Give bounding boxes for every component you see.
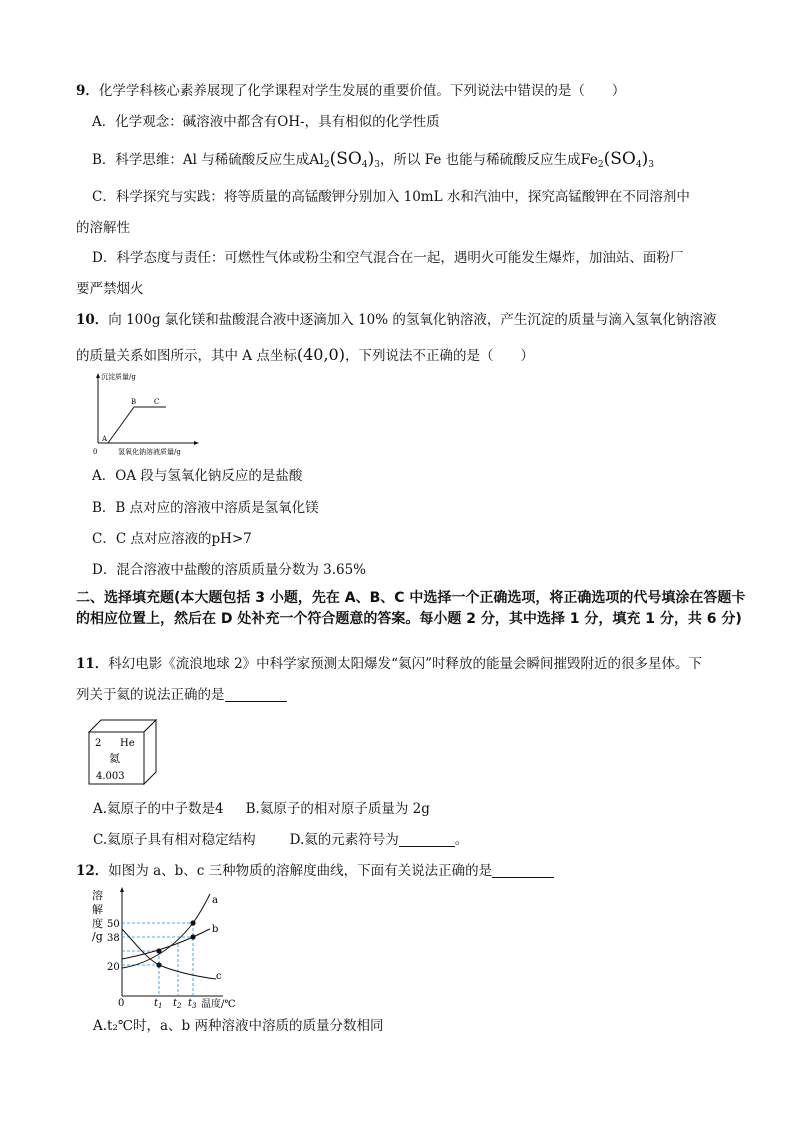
q9-option-a: A．化学观念：碱溶液中都含有OH-，具有相似的化学性质	[92, 114, 440, 130]
q11-option-d: D.氦的元素符号为	[289, 832, 399, 848]
q9-option-c-line2: 的溶解性	[76, 220, 130, 236]
x-tick-t1: $t_1$	[154, 998, 163, 1010]
q9-option-d-line1: D．科学态度与责任：可燃性气体或粉尘和空气混合在一起，遇明火可能发生爆炸，加油站、面粉厂	[92, 250, 684, 266]
y-label-char-2: 解	[92, 903, 103, 916]
point-a-coordinate: (40,0)	[296, 345, 345, 364]
q11-options-row1	[93, 800, 430, 818]
point-b-label: B	[131, 398, 137, 406]
q10-option-a: A．OA 段与氢氧化钠反应的是盐酸	[92, 468, 303, 484]
curve-c	[122, 929, 216, 979]
point-a-t3	[190, 920, 195, 925]
curve-b-label: b	[212, 924, 219, 935]
y-label-char-3: 度	[92, 917, 103, 930]
q9-option-b-mid: ，所以 Fe 也能与稀硫酸反应生成	[379, 152, 581, 168]
q11-stem-line1	[76, 655, 702, 673]
y-label-char-4: /g	[92, 930, 103, 943]
atomic-mass: 4.003	[96, 771, 125, 782]
q11-stem-text1: 科幻电影《流浪地球 2》中科学家预测太阳爆发“氦闪”时释放的能量会瞬间摧毁附近的很多星体。下	[108, 656, 702, 672]
q9-option-b-pre: B．科学思维：Al 与稀硫酸反应生成	[92, 152, 310, 168]
q11-option-a: A.氦原子的中子数是4	[93, 801, 224, 817]
y-tick-50: 50	[107, 919, 120, 930]
y-axis-label: 沉淀质量/g	[101, 373, 136, 381]
y-tick-20: 20	[107, 962, 120, 973]
q11-number: 11．	[76, 656, 109, 672]
q10-stem-line1	[76, 311, 716, 329]
intersection-point-t1	[156, 962, 161, 967]
q11-symbol-blank[interactable]	[399, 832, 455, 847]
y-axis-arrow	[120, 887, 124, 892]
x-axis-label: 氢氧化钠溶液质量/g	[118, 448, 181, 456]
origin-label: 0	[93, 448, 98, 456]
origin-label: 0	[118, 998, 125, 1009]
q9-stem-text: 化学学科核心素养展现了化学课程对学生发展的重要价值。下列说法中错误的是（ ）	[98, 83, 626, 99]
element-name: 氦	[109, 752, 120, 765]
curve-c-label: c	[216, 971, 222, 982]
point-b-t3	[190, 934, 195, 939]
y-label-char-1: 溶	[92, 889, 103, 902]
q12-number: 12．	[76, 863, 109, 879]
x-axis-label: 温度/℃	[201, 999, 236, 1010]
q11-options-row2	[93, 831, 468, 849]
x-tick-t2: $t_2$	[173, 998, 182, 1010]
q11-option-c: C.氦原子具有相对稳定结构	[93, 832, 256, 848]
q9-stem	[76, 82, 625, 100]
point-c-label: C	[154, 398, 160, 406]
fe2so43-formula: $Fe_2(SO_4)_3$	[580, 149, 654, 170]
atomic-number: 2	[95, 738, 102, 749]
element-symbol: He	[120, 738, 135, 749]
q11-stem-text2: 列关于氦的说法正确的是	[76, 687, 225, 703]
point-b-t1	[156, 948, 161, 953]
q9-number: 9．	[76, 83, 99, 99]
section-2-title: 二、选择填充题(本大题包括 3 小题，先在 A、B、C 中选择一个正确选项，将正确选项的代号填涂在答题卡的相应位置上，然后在 D 处补充一个符合题意的答案。每小题 2 分，其中选择 1 分，填充 1 分，共 6 分)	[76, 590, 746, 627]
q9-option-c-line1: C．科学探究与实践：将等质量的高锰酸钾分别加入 10mL 水和汽油中，探究高锰酸钾在不同溶剂中	[92, 189, 690, 205]
q9-option-d-line2: 要严禁烟火	[76, 281, 144, 297]
q11-option-d-end: 。	[454, 832, 469, 848]
q10-stem-line2	[76, 346, 534, 365]
precipitate-curve	[108, 407, 166, 443]
x-tick-t3: $t_3$	[188, 998, 197, 1010]
q10-stem-text1: 向 100g 氯化镁和盐酸混合液中逐滴加入 10% 的氢氧化钠溶液，产生沉淀的质量与滴入氢氧化钠溶液	[108, 312, 717, 328]
al2so43-formula: $Al_2(SO_4)_3$	[309, 149, 380, 170]
q10-option-b: B．B 点对应的溶液中溶质是氢氧化镁	[92, 500, 319, 516]
q11-stem-line2	[76, 686, 287, 704]
q12-stem-text: 如图为 a、b、c 三种物质的溶解度曲线，下面有关说法正确的是	[108, 863, 493, 879]
q9-option-b	[92, 150, 654, 174]
q10-stem-text2b: ，下列说法不正确的是（ ）	[344, 348, 534, 364]
precipitate-graph	[88, 370, 206, 460]
q12-answer-blank[interactable]	[492, 863, 554, 878]
q10-number: 10．	[76, 312, 109, 328]
q11-option-b: B.氦原子的相对原子质量为 2g	[245, 801, 430, 817]
y-tick-38: 38	[107, 933, 120, 944]
q11-answer-blank[interactable]	[225, 687, 287, 702]
q12-option-a: A.t₂℃时，a、b 两种溶液中溶质的质量分数相同	[93, 1018, 384, 1034]
q10-stem-text2a: 的质量关系如图所示，其中 A 点坐标	[76, 348, 297, 364]
q10-option-c: C．C 点对应溶液的pH>7	[92, 531, 252, 547]
curve-a	[122, 894, 210, 968]
guide-lines	[122, 923, 193, 996]
x-axis-arrow	[194, 441, 199, 445]
q12-stem	[76, 862, 554, 880]
point-a-label: A	[102, 435, 108, 443]
q10-option-d: D．混合溶液中盐酸的溶质质量分数为 3.65%	[92, 562, 367, 578]
curve-a-label: a	[212, 895, 218, 906]
solubility-curve-graph	[88, 884, 248, 1014]
helium-element-card	[88, 718, 158, 786]
y-axis-arrow	[96, 373, 100, 378]
